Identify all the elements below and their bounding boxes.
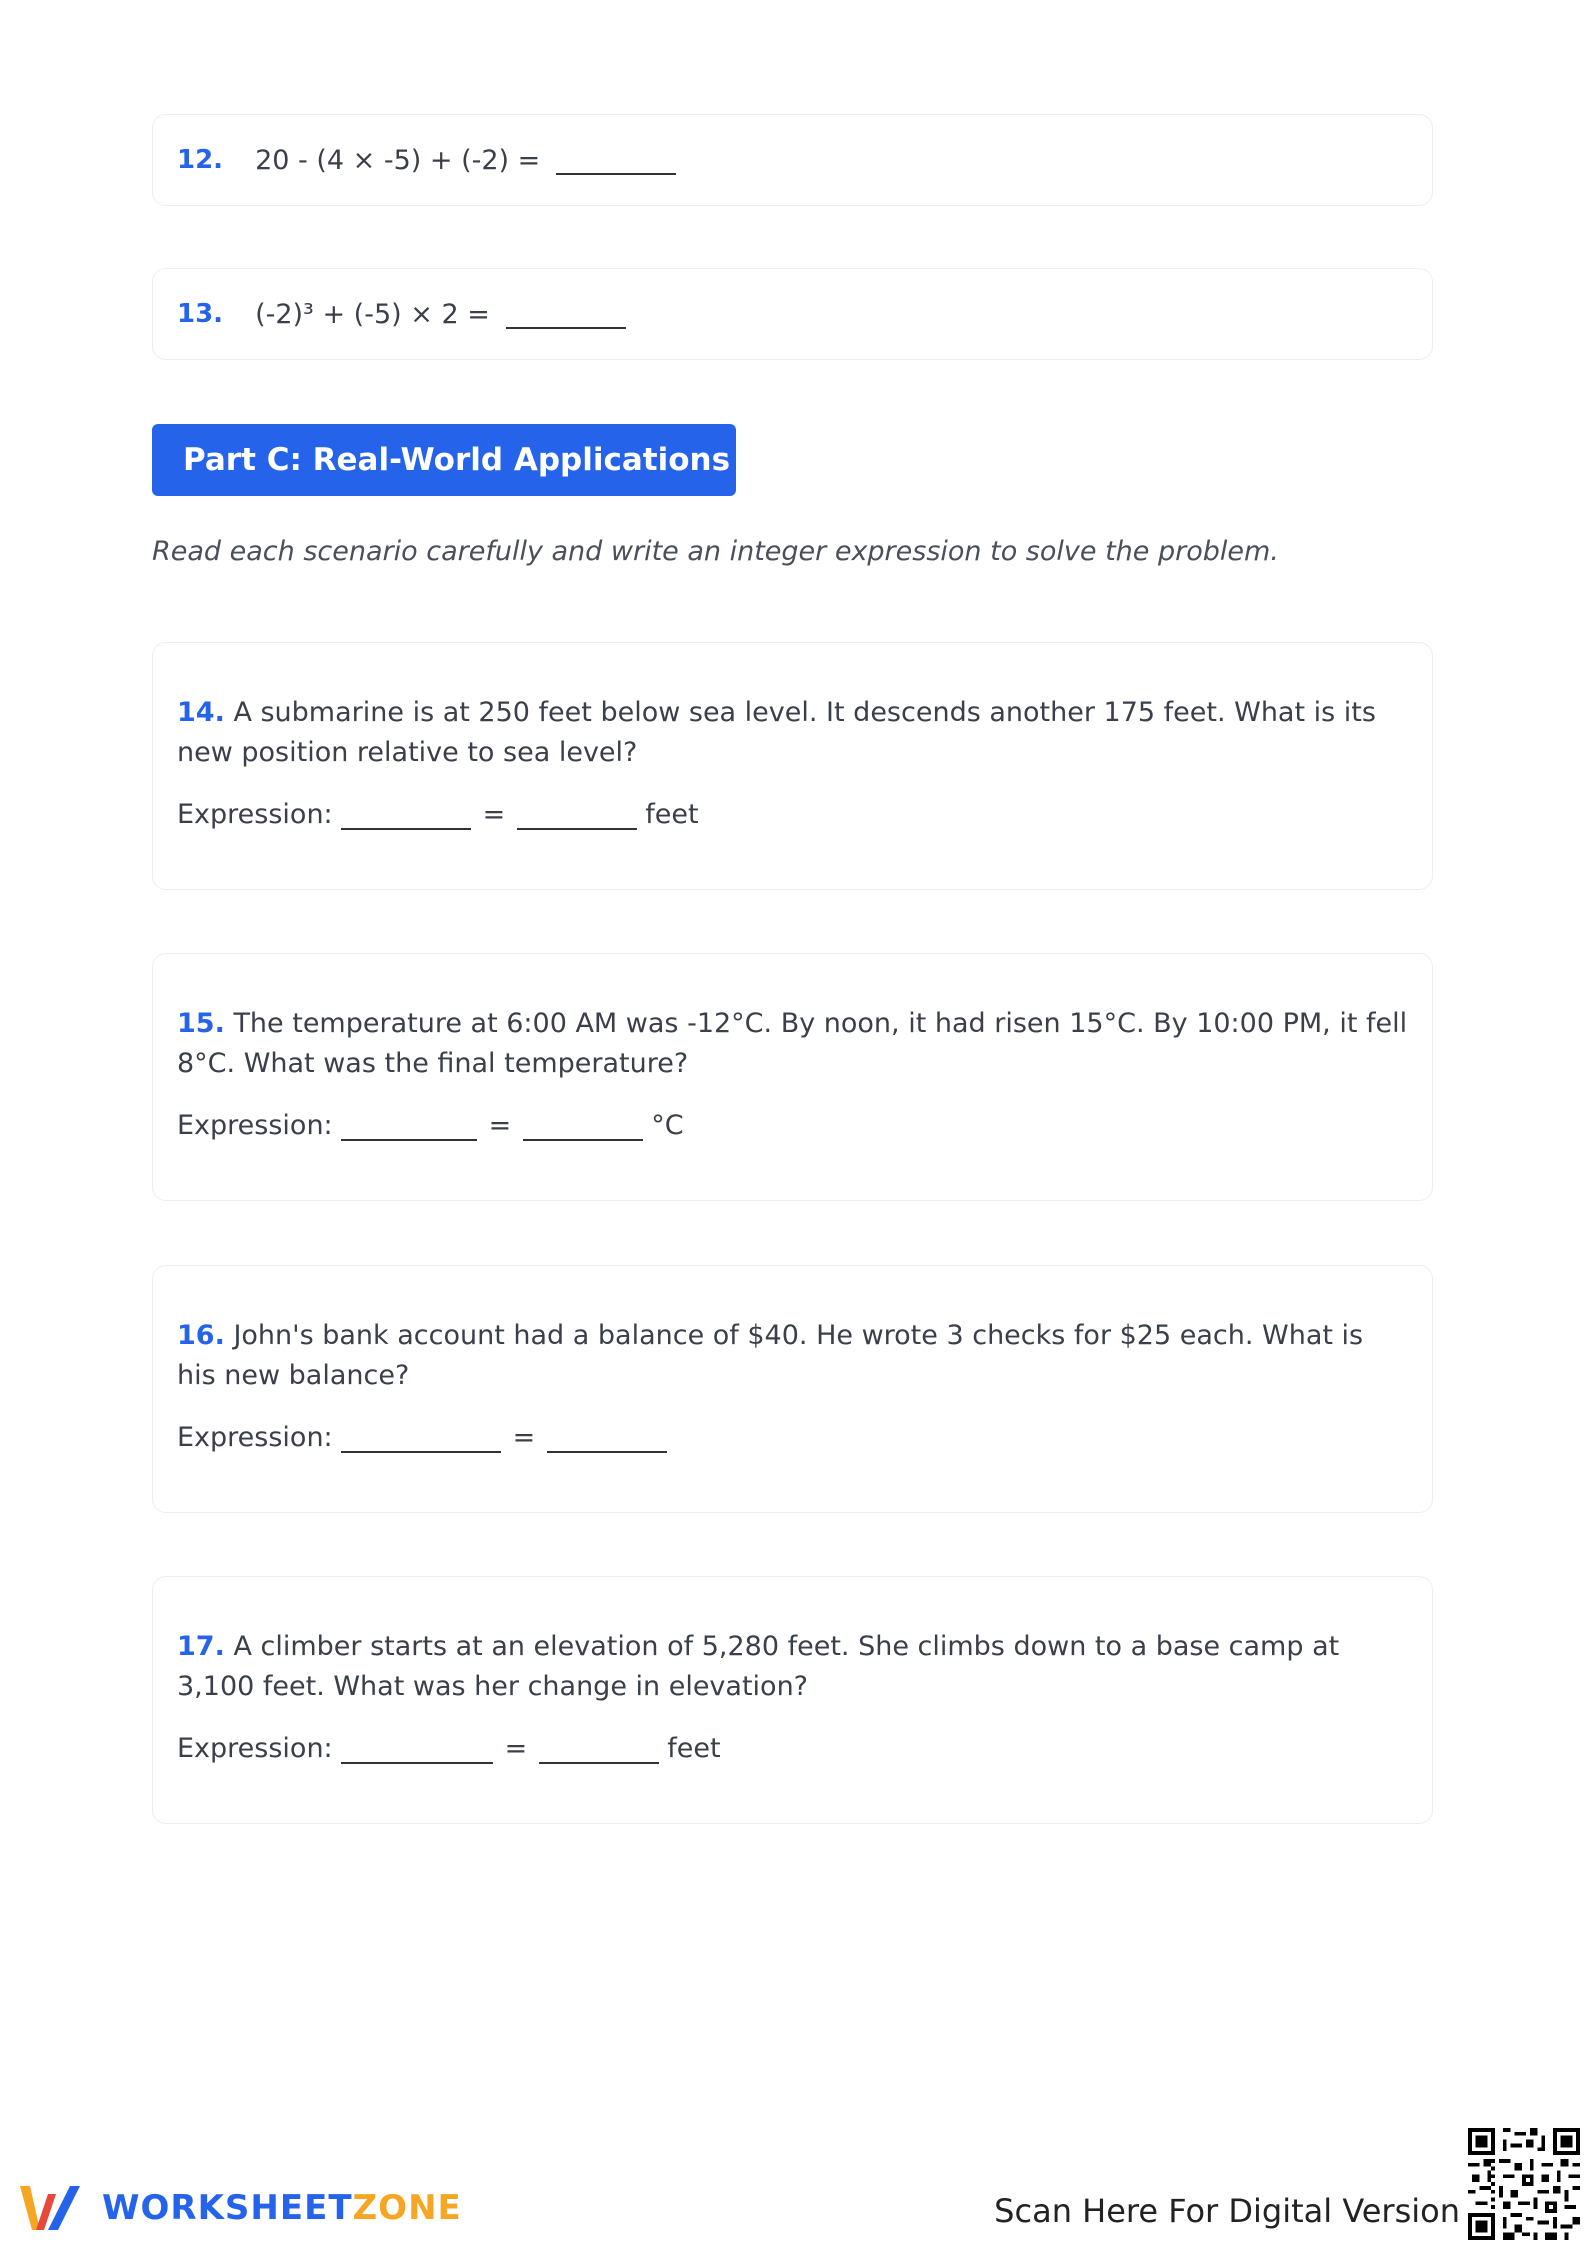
expression-line <box>177 1422 1408 1453</box>
question-14-card <box>152 642 1433 890</box>
logo-mark-icon <box>18 2180 94 2236</box>
question-12-card <box>152 114 1433 206</box>
logo-text-zone: ZONE <box>352 2188 462 2228</box>
answer-blank[interactable] <box>523 1111 643 1141</box>
expression-line <box>177 1110 1408 1141</box>
question-16-card <box>152 1265 1433 1513</box>
question-number: 16. <box>177 1320 225 1351</box>
unit-label: °C <box>651 1110 684 1141</box>
question-number: 12. <box>177 145 224 175</box>
equals-sign: = <box>512 1422 536 1453</box>
expression-label: Expression: <box>177 799 333 830</box>
expression-blank[interactable] <box>341 1734 493 1764</box>
expression-label: Expression: <box>177 1733 333 1764</box>
question-text <box>177 693 1408 773</box>
question-number: 13. <box>177 299 224 329</box>
question-13-card <box>152 268 1433 360</box>
expression-line <box>177 799 1408 830</box>
question-number: 14. <box>177 697 225 728</box>
question-17-card <box>152 1576 1433 1824</box>
answer-blank[interactable] <box>547 1423 667 1453</box>
logo-text-worksheet: WORKSHEET <box>102 2188 353 2228</box>
question-number: 17. <box>177 1631 225 1662</box>
section-instructions: Read each scenario carefully and write an integer expression to solve the problem. <box>152 536 1279 567</box>
qr-code-icon[interactable] <box>1468 2128 1580 2240</box>
equals-sign: = <box>504 1733 528 1764</box>
question-expression: (-2)³ + (-5) × 2 = <box>255 298 490 330</box>
unit-label: feet <box>645 799 699 830</box>
unit-label: feet <box>667 1733 721 1764</box>
question-body: A climber starts at an elevation of 5,280 feet. She climbs down to a base camp at 3,100 feet. What was her change in elevation? <box>177 1631 1340 1702</box>
question-text <box>177 1627 1408 1707</box>
answer-blank[interactable] <box>517 800 637 830</box>
equals-sign: = <box>488 1110 512 1141</box>
expression-blank[interactable] <box>341 800 471 830</box>
question-text <box>177 1316 1408 1396</box>
question-body: The temperature at 6:00 AM was -12°C. By noon, it had risen 15°C. By 10:00 PM, it fell 8°C. What was the final temperature? <box>177 1008 1408 1079</box>
answer-blank[interactable] <box>506 299 626 329</box>
scan-caption: Scan Here For Digital Version <box>994 2192 1460 2230</box>
expression-label: Expression: <box>177 1110 333 1141</box>
expression-label: Expression: <box>177 1422 333 1453</box>
worksheetzone-logo[interactable] <box>18 2180 462 2236</box>
expression-blank[interactable] <box>341 1111 477 1141</box>
expression-blank[interactable] <box>341 1423 501 1453</box>
answer-blank[interactable] <box>556 145 676 175</box>
equals-sign: = <box>482 799 506 830</box>
question-text <box>177 1004 1408 1084</box>
question-15-card <box>152 953 1433 1201</box>
expression-line <box>177 1733 1408 1764</box>
section-header: Part C: Real-World Applications <box>152 424 736 496</box>
question-expression: 20 - (4 × -5) + (-2) = <box>255 144 541 176</box>
logo-text <box>102 2188 462 2228</box>
answer-blank[interactable] <box>539 1734 659 1764</box>
question-number: 15. <box>177 1008 225 1039</box>
question-body: A submarine is at 250 feet below sea level. It descends another 175 feet. What is its new position relative to sea level? <box>177 697 1376 768</box>
question-body: John's bank account had a balance of $40. He wrote 3 checks for $25 each. What is his new balance? <box>177 1320 1364 1391</box>
